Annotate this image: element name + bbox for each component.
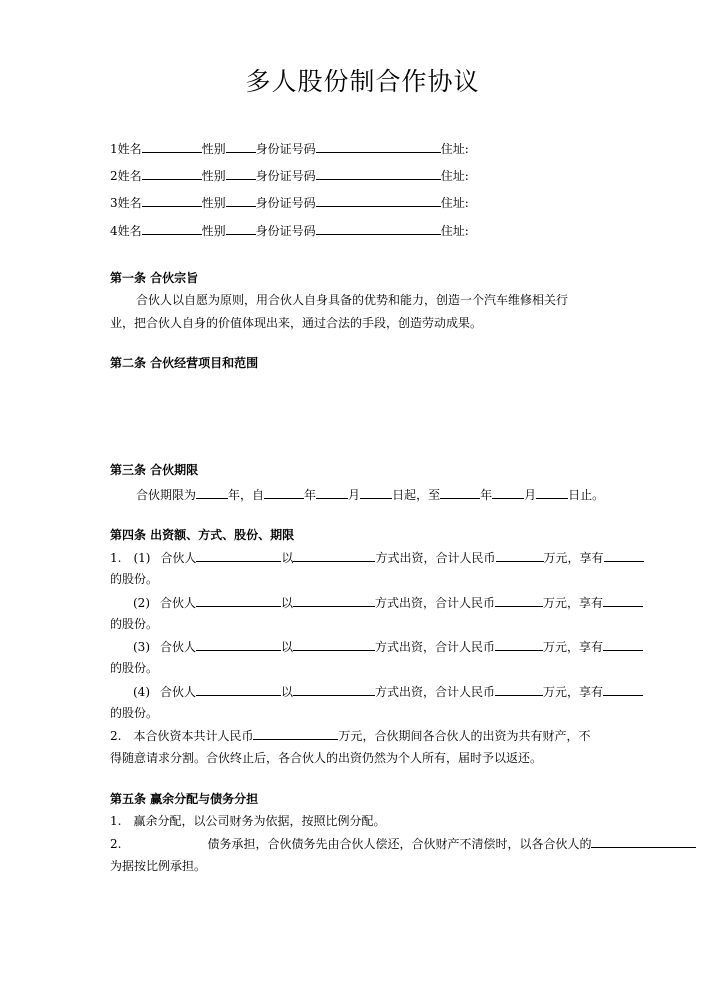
row-index: (4) [133,685,150,699]
id-blank [316,222,441,235]
capital-blank [253,727,338,740]
end-month-blank [492,486,524,499]
term-text: 日止。 [568,488,605,502]
amount-blank [496,549,544,562]
term-text: 年，自 [228,488,265,502]
partner-line-1 [110,140,469,157]
gender-label: 性别 [201,196,226,210]
gender-blank [226,222,256,235]
partner-number: 2 [110,169,118,183]
gender-label: 性别 [201,224,226,238]
contribution-row-4 [133,683,643,700]
wan-label: 万元，享有 [543,685,604,699]
gender-blank [226,194,256,207]
term-text: 合伙期限为 [136,488,197,502]
gender-blank [226,140,256,153]
debt-text: 债务承担，合伙债务先由合伙人偿还，合伙财产不清偿时，以各合伙人的 [207,837,592,851]
name-label: 姓名 [117,142,142,156]
article-3-term-line [136,486,604,503]
partner-blank [196,683,281,696]
amount-blank [495,594,543,607]
article-3-heading: 第三条 合伙期限 [110,463,199,477]
item-number: 2. [110,729,122,743]
debt-line-2: 为据按比例承担。 [110,859,207,873]
capital-text: 万元，合伙期间各合伙人的出资为共有财产，不 [338,729,591,743]
id-label: 身份证号码 [255,142,316,156]
name-blank [142,222,202,235]
name-blank [142,140,202,153]
amount-blank [495,638,543,651]
share-suffix-3: 的股份。 [110,661,159,675]
term-text: 年 [480,488,493,502]
share-blank [603,683,643,696]
article-4-heading: 第四条 出资额、方式、股份、期限 [110,528,295,542]
id-label: 身份证号码 [255,169,316,183]
article-2-heading: 第二条 合伙经营项目和范围 [110,356,259,370]
capital-line-1 [110,727,590,744]
partner-blank [196,638,281,651]
wan-label: 万元，享有 [543,551,604,565]
partner-blank [196,594,281,607]
address-label: 住址: [440,142,469,156]
gender-label: 性别 [201,142,226,156]
start-year-blank [264,486,304,499]
id-label: 身份证号码 [255,224,316,238]
name-label: 姓名 [117,224,142,238]
method-blank [293,549,375,562]
partner-number: 4 [110,224,118,238]
article-1-text-line-2: 业，把合伙人自身的价值体现出来，通过合法的手段，创造劳动成果。 [110,316,483,330]
term-text: 年 [304,488,317,502]
profit-distribution-line [110,813,385,829]
start-month-blank [316,486,348,499]
name-label: 姓名 [117,196,142,210]
term-text: 月 [348,488,361,502]
id-blank [316,194,441,207]
id-label: 身份证号码 [255,196,316,210]
partner-label: 合伙人 [160,640,197,654]
partner-label: 合伙人 [160,551,197,565]
method-blank [293,594,375,607]
gender-blank [226,167,256,180]
profit-text: 赢余分配，以公司财务为依据，按照比例分配。 [133,814,386,828]
address-label: 住址: [440,196,469,210]
partner-number: 1 [110,142,118,156]
debt-basis-blank [591,835,696,848]
item-number: 1. [110,814,122,828]
partner-line-3 [110,194,469,211]
by-label: 以 [281,685,294,699]
name-label: 姓名 [117,169,142,183]
share-suffix-4: 的股份。 [110,706,159,720]
years-blank [196,486,228,499]
partner-blank [196,549,281,562]
end-day-blank [536,486,568,499]
by-label: 以 [281,640,294,654]
share-blank [604,549,644,562]
name-blank [142,194,202,207]
partner-label: 合伙人 [160,685,197,699]
start-day-blank [360,486,392,499]
by-label: 以 [281,551,294,565]
id-blank [316,167,441,180]
method-label: 方式出资，合计人民币 [375,685,496,699]
term-text: 日起，至 [392,488,441,502]
share-blank [603,594,643,607]
method-blank [293,683,375,696]
share-blank [603,638,643,651]
term-text: 月 [524,488,537,502]
partner-number: 3 [110,196,118,210]
row-index: (1) [133,551,151,565]
method-label: 方式出资，合计人民币 [375,551,496,565]
contribution-row-2 [133,594,643,611]
article-5-heading: 第五条 赢余分配与债务分担 [110,792,259,806]
item-number: 1. [110,551,122,565]
name-blank [142,167,202,180]
article-1-text-line-1: 合伙人以自愿为原则，用合伙人自身具备的优势和能力，创造一个汽车维修相关行 [136,293,569,307]
amount-blank [495,683,543,696]
debt-line-1 [110,835,696,852]
wan-label: 万元，享有 [543,640,604,654]
wan-label: 万元，享有 [543,596,604,610]
item-number: 2. [110,837,122,851]
by-label: 以 [281,596,294,610]
partner-label: 合伙人 [160,596,197,610]
id-blank [316,140,441,153]
share-suffix-2: 的股份。 [110,617,159,631]
method-label: 方式出资，合计人民币 [375,596,496,610]
end-year-blank [440,486,480,499]
address-label: 住址: [440,169,469,183]
document-title: 多人股份制合作协议 [245,67,480,96]
method-label: 方式出资，合计人民币 [375,640,496,654]
article-1-heading: 第一条 合伙宗旨 [110,271,199,285]
row-index: (2) [133,596,150,610]
contribution-row-1 [110,549,644,566]
capital-line-2: 得随意请求分割。合伙终止后，各合伙人的出资仍然为个人所有，届时予以返还。 [110,751,543,765]
method-blank [293,638,375,651]
row-index: (3) [133,640,150,654]
gender-label: 性别 [201,169,226,183]
share-suffix-1: 的股份。 [110,572,159,586]
capital-text: 本合伙资本共计人民币 [133,729,254,743]
contribution-row-3 [133,638,643,655]
partner-line-2 [110,167,469,184]
partner-line-4 [110,222,469,239]
address-label: 住址: [440,224,469,238]
